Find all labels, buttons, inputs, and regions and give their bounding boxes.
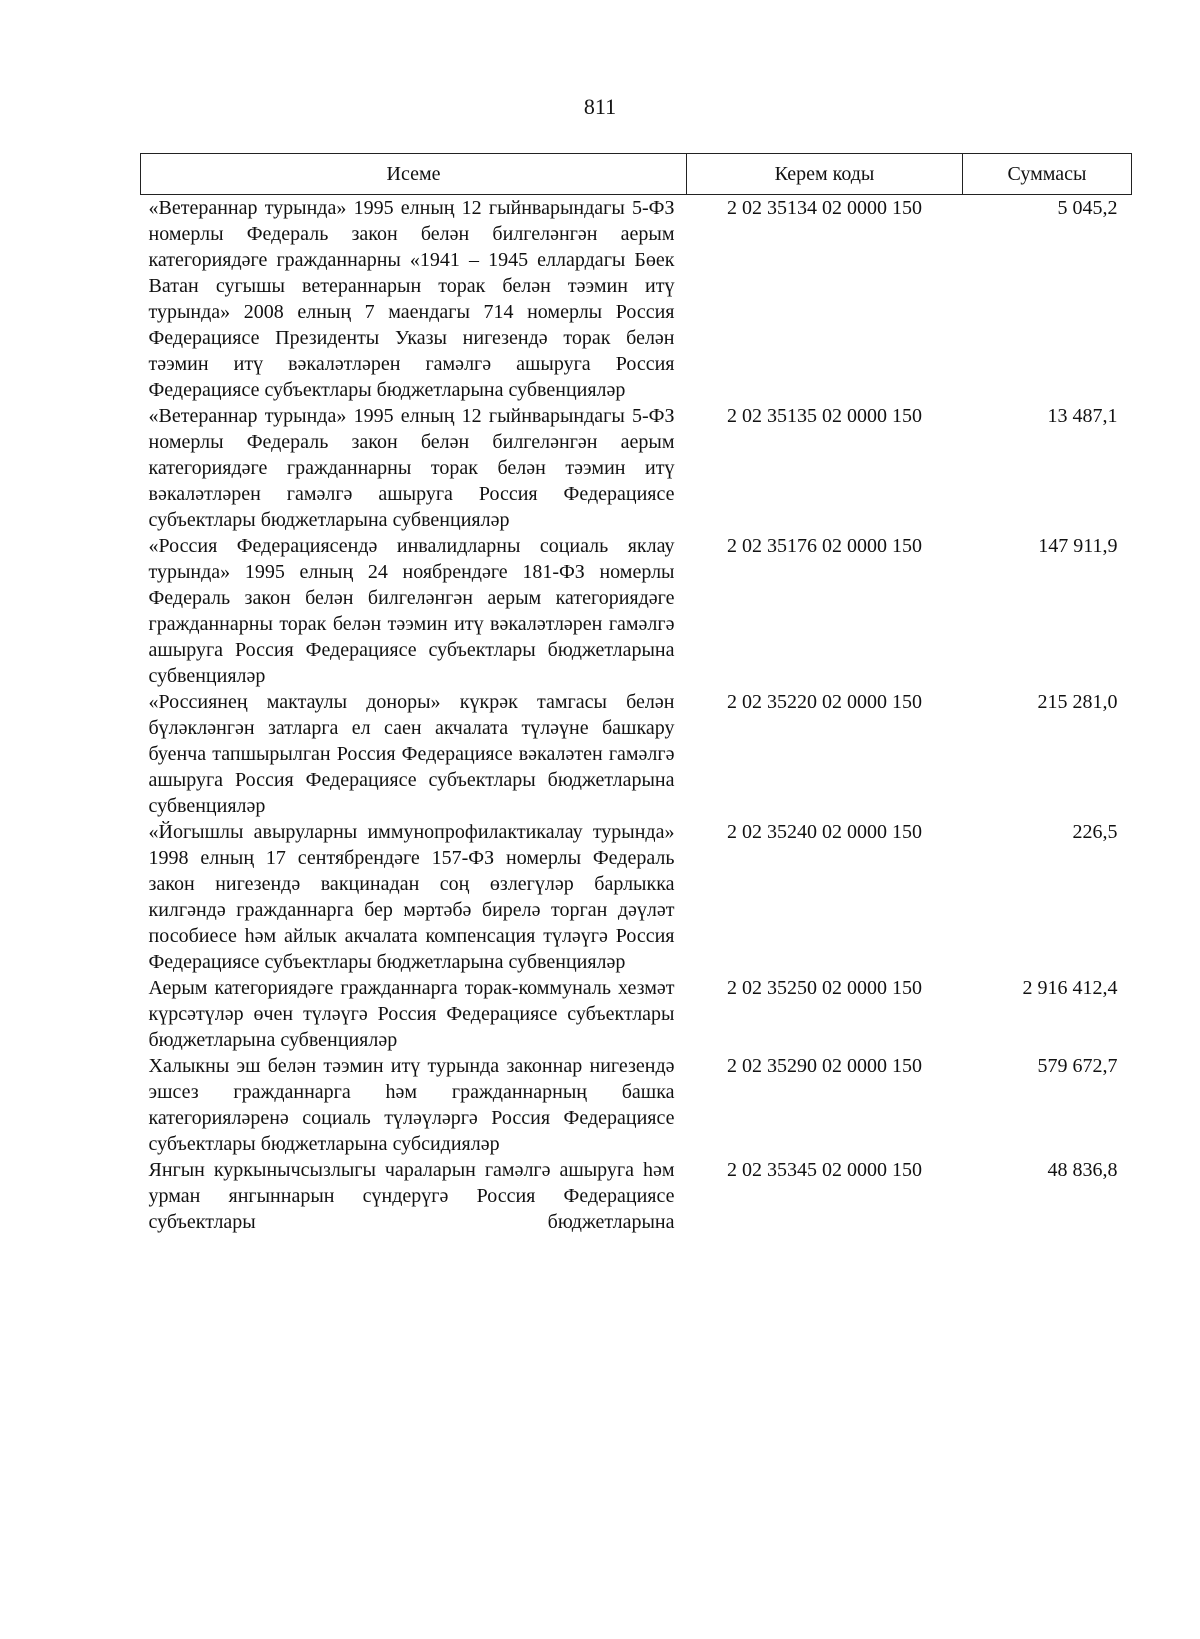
row-name: «Ветераннар турында» 1995 елның 12 гыйнварындагы 5-ФЗ номерлы Федераль закон белән билгеләнгән аерым категориядәге гражданнарны торак белән тәэмин итү вәкаләтләрен гамәлгә ашыруга Россия Федерациясе субъектлары бюджетларына субвенцияләр (148, 405, 675, 531)
table-row (141, 1157, 1132, 1235)
table-row (141, 819, 1132, 975)
row-name: Аерым категориядәге гражданнарга торак-коммуналь хезмәт күрсәтүләр өчен түләүгә Россия Федерациясе субъектлары бюджетларына субвенцияләр (148, 977, 675, 1051)
table-row (141, 195, 1132, 404)
row-code: 2 02 35290 02 0000 150 (727, 1055, 922, 1077)
table-row (141, 1053, 1132, 1157)
budget-table (140, 153, 1132, 1235)
row-sum: 2 916 412,4 (1022, 977, 1118, 999)
header-name: Исеме (141, 154, 687, 195)
table-row (141, 975, 1132, 1053)
row-name: «Россия Федерациясендә инвалидларны социаль яклау турында» 1995 елның 24 ноябрендәге 181-ФЗ номерлы Федераль закон белән билгеләнгән аерым категориядәге гражданнарны торак белән тәэмин итү вәкаләтләрен гамәлгә ашыруга Россия Федерациясе субъектлары бюджетларына субвенцияләр (148, 535, 675, 687)
page-number: 811 (583, 94, 617, 119)
table-row (141, 689, 1132, 819)
row-code: 2 02 35220 02 0000 150 (727, 691, 922, 713)
row-code: 2 02 35250 02 0000 150 (727, 977, 922, 999)
row-sum: 226,5 (1072, 821, 1118, 843)
header-code: Керем коды (687, 154, 963, 195)
row-code: 2 02 35345 02 0000 150 (727, 1159, 922, 1181)
row-sum: 215 281,0 (1037, 691, 1118, 713)
table-header-row (141, 154, 1132, 195)
row-sum: 579 672,7 (1037, 1055, 1118, 1077)
row-code: 2 02 35176 02 0000 150 (727, 535, 922, 557)
row-code: 2 02 35134 02 0000 150 (727, 197, 922, 219)
row-sum: 147 911,9 (1038, 535, 1118, 557)
row-sum: 48 836,8 (1047, 1159, 1118, 1181)
row-code: 2 02 35240 02 0000 150 (727, 821, 922, 843)
row-name: Халыкны эш белән тәэмин итү турында законнар нигезендә эшсез гражданнарга һәм гражданнарның башка категорияләренә социаль түләүләргә Россия Федерациясе субъектлары бюджетларына субсидияләр (148, 1055, 675, 1155)
row-name: «Ветераннар турында» 1995 елның 12 гыйнварындагы 5-ФЗ номерлы Федераль закон белән билгеләнгән аерым категориядәге гражданнарны «1941 – 1945 еллардагы Бөек Ватан сугышы ветераннарын торак белән тәэмин итү турында» 2008 елның 7 маендагы 714 номерлы Россия Федерациясе Президенты Указы нигезендә торак белән тәэмин итү вәкаләтләрен гамәлгә ашыруга Россия Федерациясе субъектлары бюджетларына субвенцияләр (148, 197, 675, 401)
row-name: Янгын куркынычсызлыгы чараларын гамәлгә ашыруга һәм урман янгыннарын сүндерүгә Россия Федерациясе субъектлары бюджетларына (148, 1159, 675, 1233)
row-sum: 13 487,1 (1047, 405, 1118, 427)
row-code: 2 02 35135 02 0000 150 (727, 405, 922, 427)
row-sum: 5 045,2 (1057, 197, 1118, 219)
row-name: «Йогышлы авыруларны иммунопрофилактикалау турында» 1998 елның 17 сентябрендәге 157-ФЗ номерлы Федераль закон нигезендә вакцинадан соң өзлегүләр барлыкка килгәндә гражданнарга бер мәртәбә бирелә торган дәүләт пособиесе һәм айлык акчалата компенсация түләүгә Россия Федерациясе субъектлары бюджетларына субвенцияләр (148, 821, 675, 973)
table-row (141, 403, 1132, 533)
row-name: «Россиянең мактаулы доноры» күкрәк тамгасы белән бүләкләнгән затларга ел саен акчалата түләүне башкару буенча тапшырылган Россия Федерациясе вәкаләтен гамәлгә ашыруга Россия Федерациясе субъектлары бюджетларына субвенцияләр (148, 691, 675, 817)
header-sum: Суммасы (963, 154, 1132, 195)
table-row (141, 533, 1132, 689)
